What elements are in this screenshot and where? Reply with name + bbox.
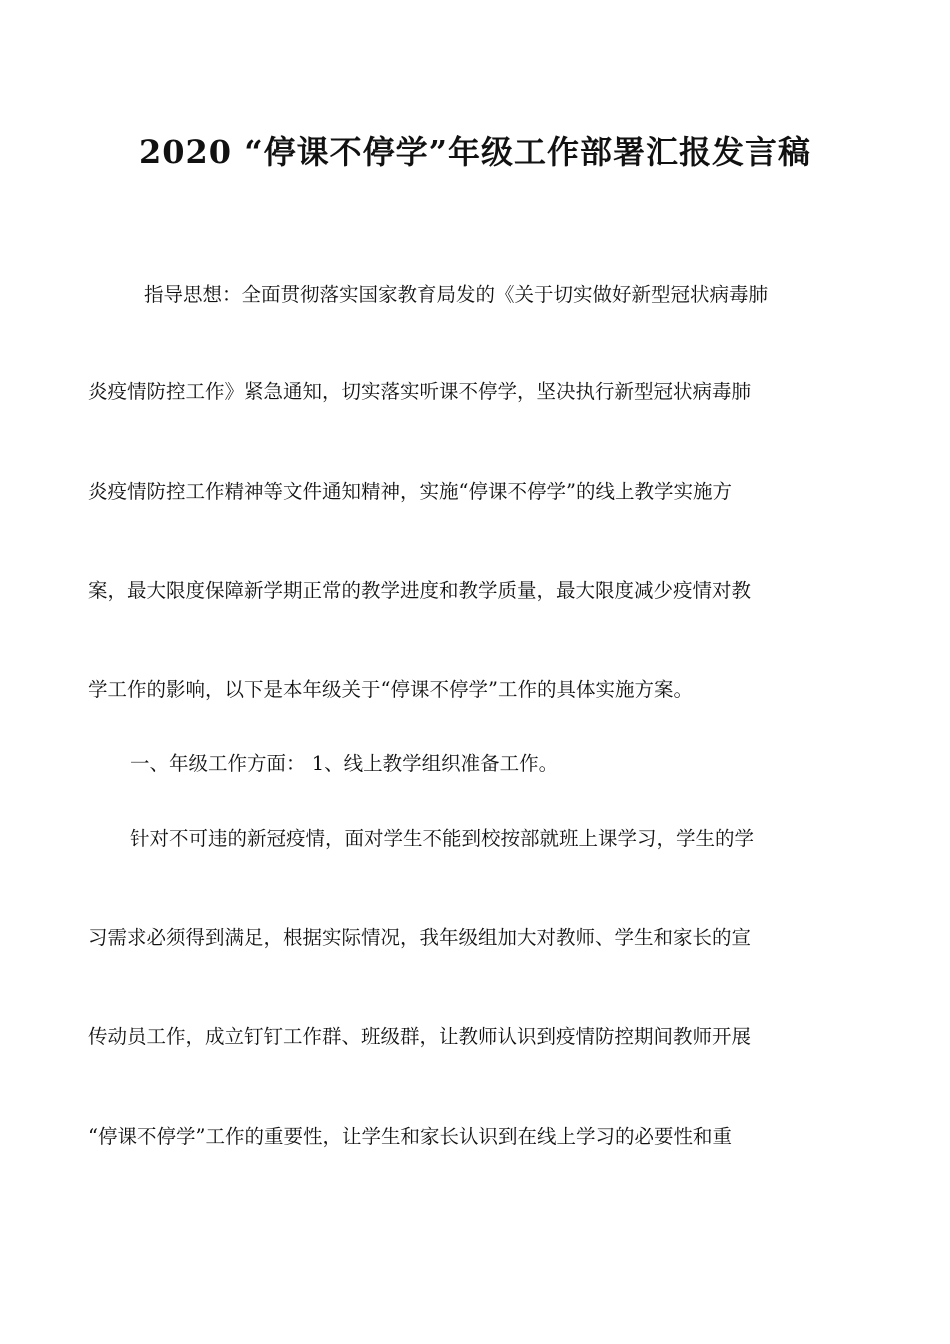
paragraph-line: 针对不可违的新冠疫情，面对学生不能到校按部就班上课学习，学生的学 (130, 827, 755, 850)
paragraph-line: 传动员工作，成立钉钉工作群、班级群，让教师认识到疫情防控期间教师开展 (88, 1025, 752, 1048)
paragraph-line: 炎疫情防控工作精神等文件通知精神，实施“停课不停学”的线上教学实施方 (88, 480, 732, 503)
paragraph-line: 炎疫情防控工作》紧急通知，切实落实听课不停学，坚决执行新型冠状病毒肺 (88, 380, 752, 403)
section-heading: 一、年级工作方面： 1、线上教学组织准备工作。 (130, 752, 559, 775)
paragraph-line: 指导思想：全面贯彻落实国家教育局发的《关于切实做好新型冠状病毒肺 (144, 283, 769, 306)
paragraph-line: “停课不停学”工作的重要性，让学生和家长认识到在线上学习的必要性和重 (88, 1125, 732, 1148)
paragraph-line: 案，最大限度保障新学期正常的教学进度和教学质量，最大限度减少疫情对教 (88, 579, 752, 602)
document-title: 2020 “停课不停学”年级工作部署汇报发言稿 (138, 133, 812, 171)
paragraph-line: 学工作的影响，以下是本年级关于“停课不停学”工作的具体实施方案。 (88, 678, 693, 701)
paragraph-line: 习需求必须得到满足，根据实际情况，我年级组加大对教师、学生和家长的宣 (88, 926, 752, 949)
